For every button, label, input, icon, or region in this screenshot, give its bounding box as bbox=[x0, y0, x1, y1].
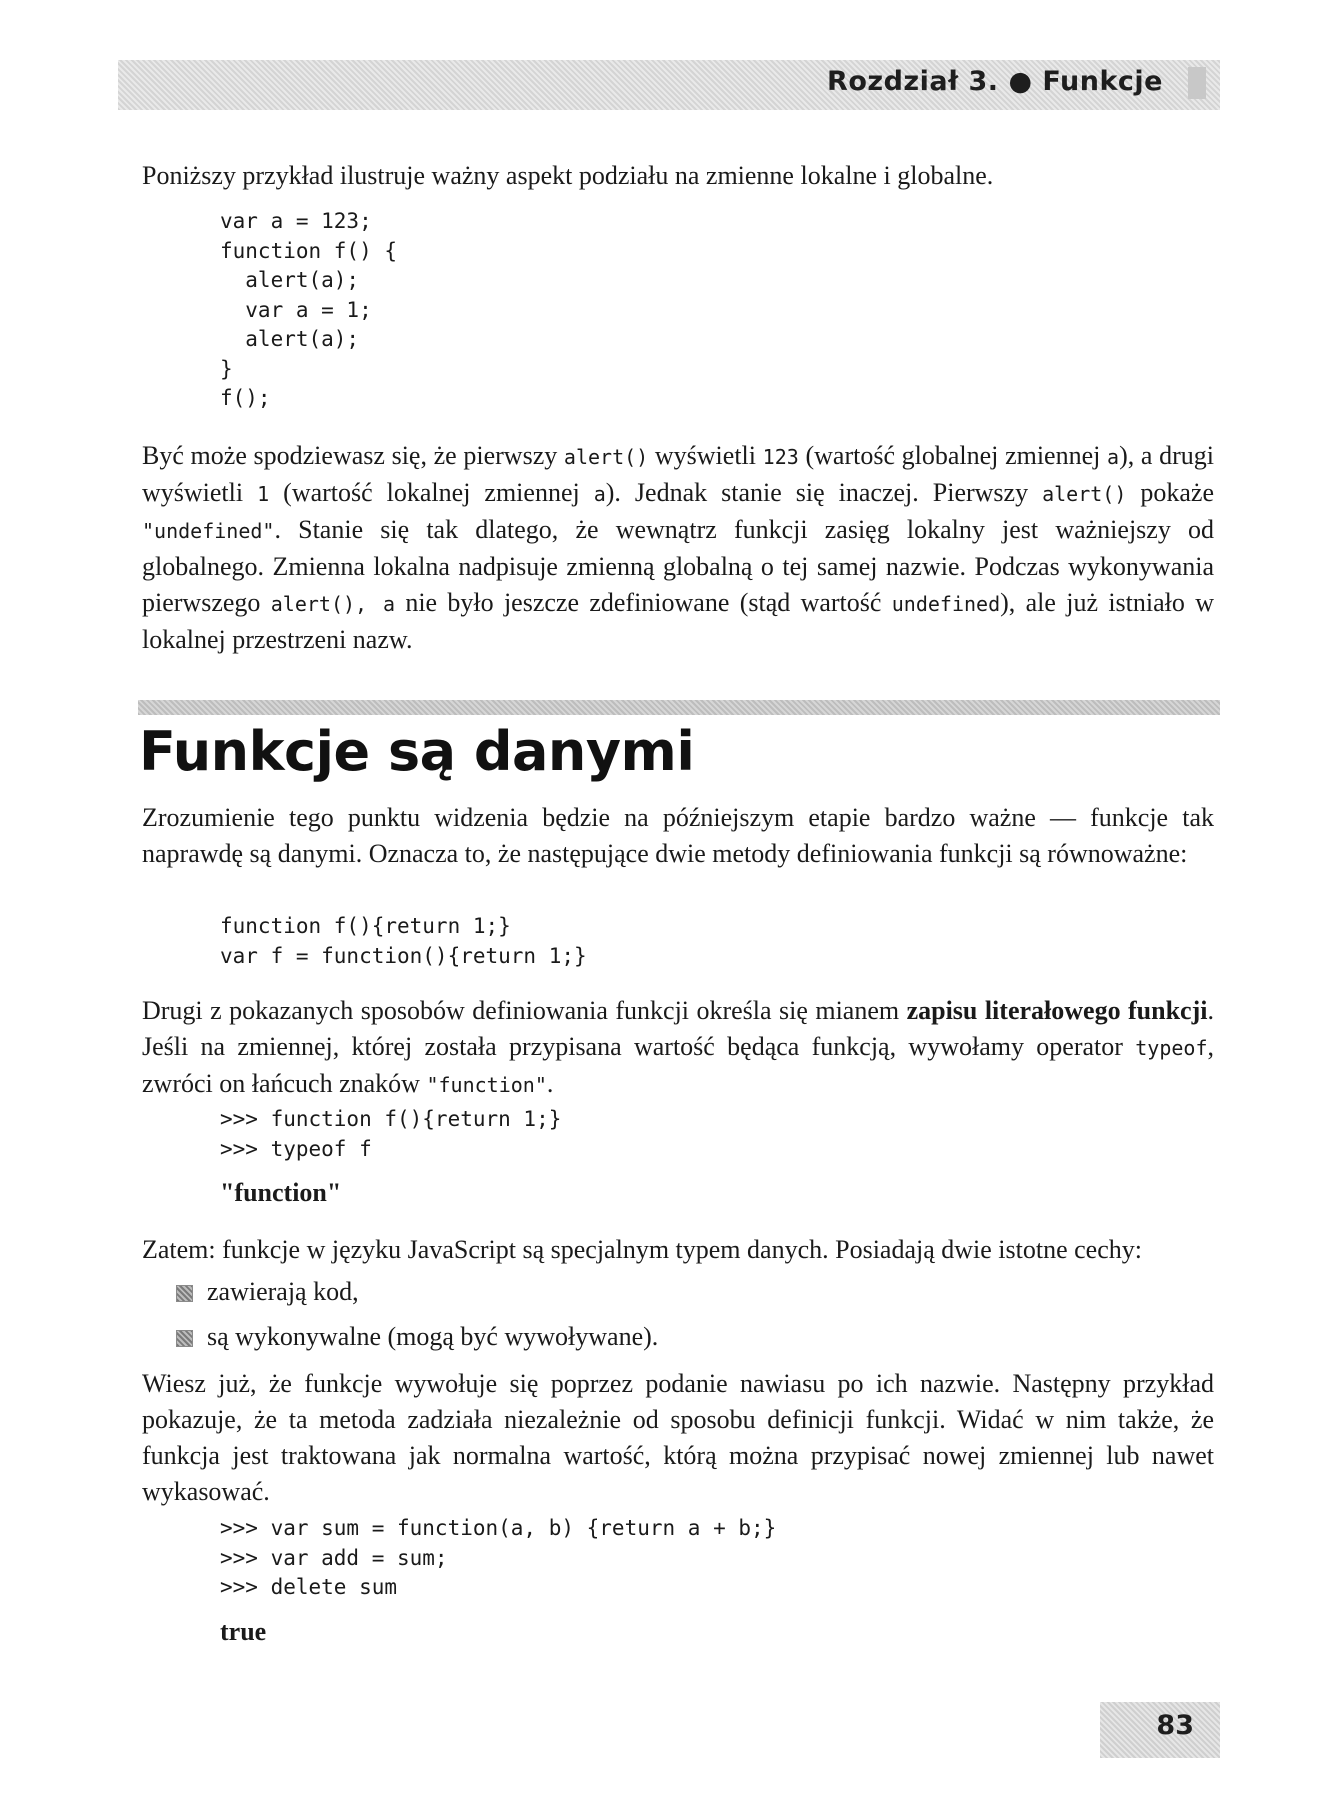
section-divider bbox=[138, 700, 1220, 715]
page-number: 83 bbox=[1156, 1710, 1194, 1741]
page-number-box bbox=[1100, 1702, 1220, 1758]
chapter-title: Rozdział 3. ● Funkcje bbox=[827, 66, 1163, 97]
function-properties-list bbox=[176, 1274, 658, 1364]
section-heading: Funkcje są danymi bbox=[139, 720, 695, 783]
functions-data-paragraph: Zrozumienie tego punktu widzenia będzie na późniejszym etapie bardzo ważne — funkcje tak naprawdę są danymi. Oznacza to, że następujące dwie metody definiowania funkcji są równoważne: bbox=[142, 803, 1214, 868]
literal-notation-paragraph: Drugi z pokazanych sposobów definiowania funkcji określa się mianem zapisu literałowego funkcji. Jeśli na zmiennej, której została przypisana wartość będąca funkcją, wywołamy operator typeof, zwróci on łańcuch znaków "function". bbox=[142, 996, 1214, 1098]
code-block-typeof: >>> function f(){return 1;} >>> typeof f bbox=[220, 1107, 562, 1161]
typeof-output: "function" bbox=[220, 1178, 342, 1207]
running-header bbox=[118, 60, 1220, 110]
header-tab-marker bbox=[1188, 67, 1206, 99]
code-block-scope: var a = 123; function f() { alert(a); var a = 1; alert(a); } f(); bbox=[220, 209, 398, 410]
code-block-definitions: function f(){return 1;} var f = function(){return 1;} bbox=[220, 914, 587, 968]
list-item: są wykonywalne (mogą być wywoływane). bbox=[176, 1319, 658, 1364]
scope-explanation-paragraph: Być może spodziewasz się, że pierwszy alert() wyświetli 123 (wartość globalnej zmiennej a), a drugi wyświetli 1 (wartość lokalnej zmiennej a). Jednak stanie się inaczej. Pierwszy alert() pokaże "undefined". Stanie się tak dlatego, że wewnątrz funkcji zasięg lokalny jest ważniejszy od globalnego. Zmienna lokalna nadpisuje zmienną globalną o tej samej nazwie. Podczas wykonywania pierwszego alert(), a nie było jeszcze zdefiniowane (stąd wartość undefined), ale już istniało w lokalnej przestrzeni nazw. bbox=[142, 441, 1214, 654]
intro-paragraph: Poniższy przykład ilustruje ważny aspekt podziału na zmienne lokalne i globalne. bbox=[142, 161, 994, 190]
delete-output: true bbox=[220, 1617, 267, 1646]
bullet-square-icon bbox=[176, 1330, 193, 1347]
function-properties-paragraph: Zatem: funkcje w języku JavaScript są specjalnym typem danych. Posiadają dwie istotne cechy: bbox=[142, 1235, 1142, 1264]
bullet-square-icon bbox=[176, 1285, 193, 1302]
code-block-delete: >>> var sum = function(a, b) {return a + b;} >>> var add = sum; >>> delete sum bbox=[220, 1516, 777, 1599]
list-item: zawierają kod, bbox=[176, 1274, 658, 1319]
invocation-paragraph: Wiesz już, że funkcje wywołuje się poprzez podanie nawiasu po ich nazwie. Następny przykład pokazuje, że ta metoda zadziała niezależnie od sposobu definicji funkcji. Widać w nim także, że funkcja jest traktowana jak normalna wartość, którą można przypisać nowej zmiennej lub nawet wykasować. bbox=[142, 1369, 1214, 1506]
